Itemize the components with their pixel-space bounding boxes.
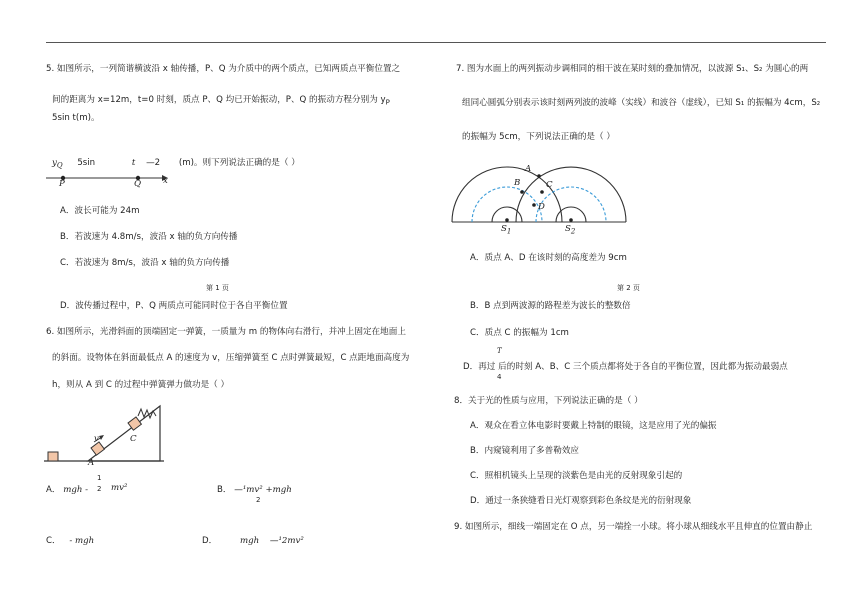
q7-wave-figure [450, 158, 630, 240]
axis-label-q: Q [134, 179, 142, 189]
q6-option-a: A． mgh - [46, 485, 89, 495]
header-rule [46, 42, 826, 43]
fig-label-b7: B [514, 178, 521, 188]
arrow-head-icon [99, 435, 104, 440]
fig-label-d7: D [538, 202, 545, 212]
q6-option-b-denominator: 2 [256, 496, 261, 504]
page-label-1: 第 1 页 [206, 284, 229, 292]
q8-option-b: B．内窥镜利用了多普勒效应 [470, 446, 580, 456]
fig-label-s1: $S_1$ [501, 224, 512, 236]
q7-line3: 的振幅为 5cm，下列说法正确的是（ ） [462, 132, 615, 142]
q5-line3: 5sin t(m)。 [52, 113, 100, 123]
initial-block [48, 452, 58, 461]
s2-trough [536, 187, 606, 222]
q5-line2: 间的距离为 x=12m，t=0 时刻，质点 P、Q 均已开始振动，P、Q 的振动方程分别为 $y_P$ [52, 95, 390, 107]
q5-axis-figure [46, 170, 176, 192]
source-s2 [569, 218, 573, 222]
q7-line2: 组同心圆弧分别表示该时刻两列波的波峰（实线）和波谷（虚线），已知 S₁ 的振幅为 4cm，S₂ [462, 98, 821, 108]
q6-option-b: B． —¹mv² +mgh [217, 485, 292, 495]
q5-option-a: A．波长可能为 24m [60, 206, 140, 216]
q6-line3: h，则从 A 到 C 的过程中弹簧弹力做功是（ ） [52, 380, 230, 390]
q6-option-d: D． mgh —¹2mv² [202, 536, 304, 546]
q7-option-b: B．B 点到两波源的路程差为波长的整数倍 [470, 301, 631, 311]
fig-label-c7: C [546, 180, 553, 190]
q7-option-d-frac-bot: 4 [497, 373, 502, 381]
q5-option-c: C．若波速为 8m/s，波沿 x 轴的负方向传播 [60, 258, 230, 268]
axis-label-x: x [163, 176, 168, 186]
fig-label-v: v [94, 434, 99, 444]
q7-option-d-frac-top: T [497, 347, 502, 355]
s1-crest-outer [452, 167, 562, 222]
q8-option-d: D．通过一条狭缝看日光灯观察到彩色条纹是光的衍射现象 [470, 496, 692, 506]
q7-line1: 7. 图为水面上的两列振动步调相同的相干波在某时刻的叠加情况，以波源 S₁、S₂ 为圆心的两 [456, 64, 809, 74]
s2-crest-outer [516, 167, 626, 222]
q6-option-a-frac-top: 1 [97, 474, 102, 482]
q6-incline-figure [44, 396, 169, 464]
point-c [540, 190, 544, 194]
q6-option-a-frac-bot: 2 [97, 485, 102, 493]
s1-trough [472, 187, 542, 222]
point-d [532, 203, 536, 207]
q7-option-d: D．再过 后的时刻 A、B、C 三个质点都将处于各自的平衡位置，因此都为振动最弱点 [463, 362, 788, 372]
fig-label-c: C [130, 434, 137, 444]
q8-option-a: A．观众在看立体电影时要戴上特制的眼镜，这是应用了光的偏振 [470, 421, 717, 431]
fig-label-a7: A [525, 164, 532, 174]
q5-equation: $y_Q$ 5sin t —2 (m)。则下列说法正确的是（ ） [52, 158, 300, 170]
q9-line1: 9. 如图所示，细线一端固定在 O 点，另一端拴一小球。将小球从细线水平且伸直的位置由静止 [454, 522, 813, 532]
axis-label-p: P [59, 179, 65, 189]
q7-option-a: A．质点 A、D 在该时刻的高度差为 9cm [470, 253, 627, 263]
page-label-2: 第 2 页 [617, 284, 640, 292]
q5-line1: 5. 如图所示，一列简谐横波沿 x 轴传播，P、Q 为介质中的两个质点，已知两质点平衡位置之 [46, 64, 401, 74]
q8-stem: 8．关于光的性质与应用，下列说法正确的是（ ） [454, 396, 643, 406]
point-b [520, 190, 524, 194]
q7-option-c: C．质点 C 的振幅为 1cm [470, 328, 569, 338]
point-a [537, 174, 541, 178]
q6-line1: 6. 如图所示，光滑斜面的顶端固定一弹簧，一质量为 m 的物体向右滑行，并冲上固定在地面上 [46, 327, 406, 337]
source-s1 [505, 218, 509, 222]
q5-option-d: D．波传播过程中，P、Q 两质点可能同时位于各自平衡位置 [60, 301, 288, 311]
q6-line2: 的斜面。设物体在斜面最低点 A 的速度为 v，压缩弹簧至 C 点时弹簧最短，C 点距地面高度为 [52, 353, 410, 363]
fig-label-s2: $S_2$ [565, 224, 576, 236]
q6-option-a-tail: mv² [111, 483, 128, 493]
q8-option-c: C．照相机镜头上呈现的淡紫色是由光的反射现象引起的 [470, 471, 683, 481]
q5-option-b: B．若波速为 4.8m/s，波沿 x 轴的负方向传播 [60, 232, 238, 242]
fig-label-a: A [88, 458, 95, 468]
q6-option-c: C． - mgh [46, 536, 95, 546]
